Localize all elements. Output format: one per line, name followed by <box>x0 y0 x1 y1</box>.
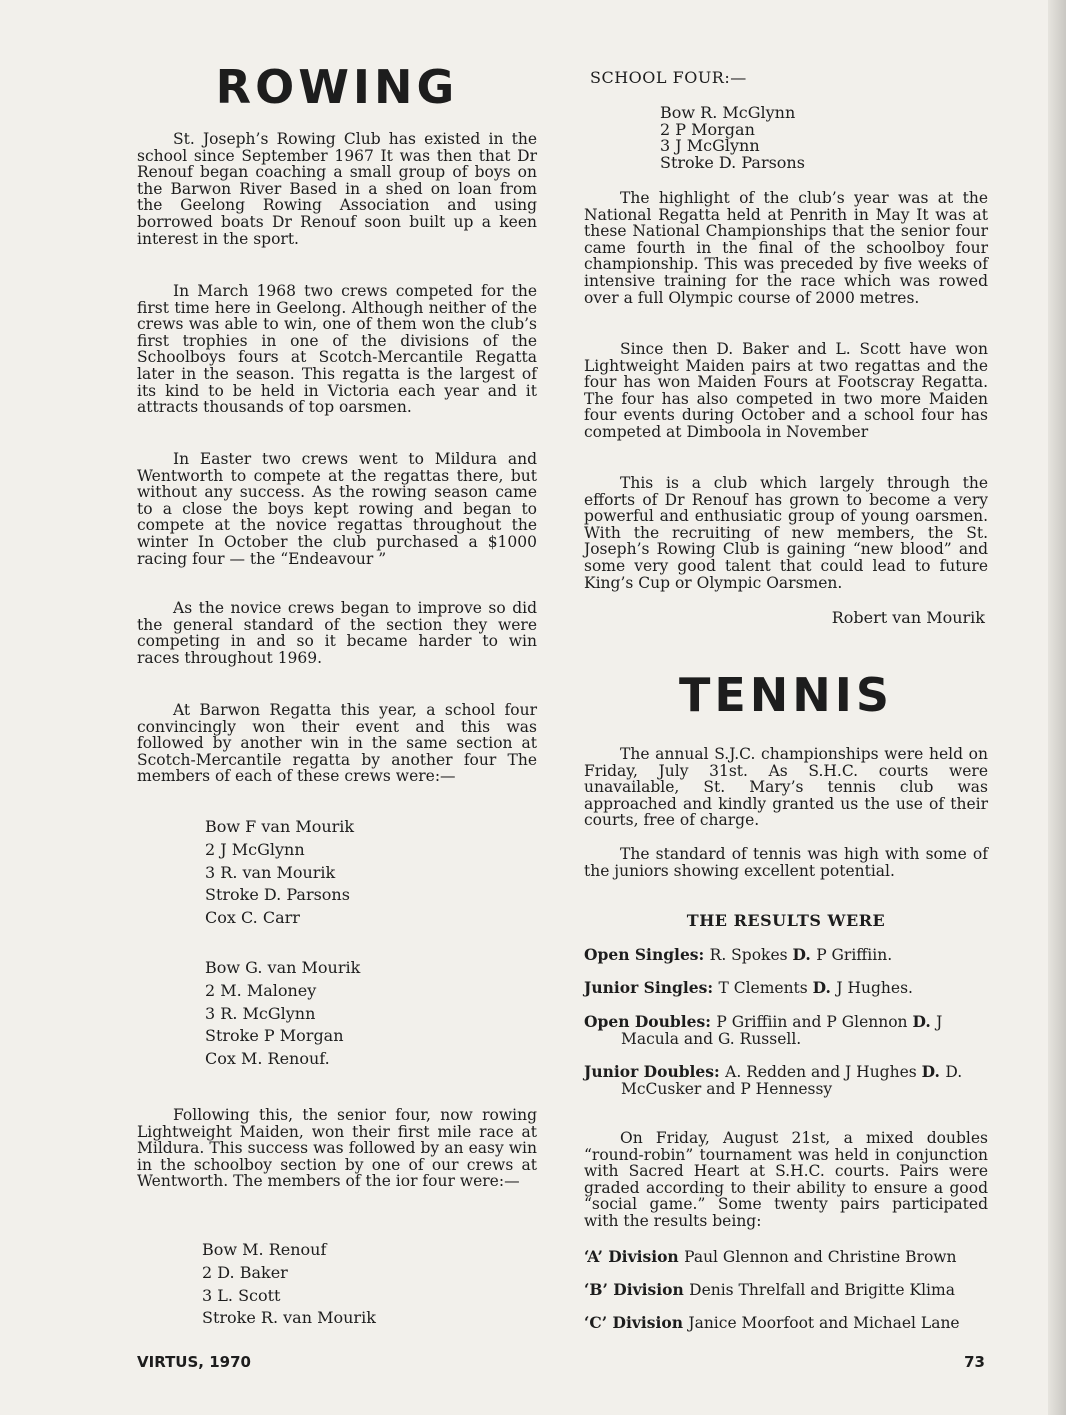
tennis-paragraph-1: The annual S.J.C. championships were held on Friday, July 31st. As S.H.C. courts were unavailable, St. Mary’s tennis club was approached and kindly granted us the use of their courts, free of charge. <box>584 745 988 830</box>
result-event: Junior Doubles: <box>584 1062 726 1081</box>
division-winners: Janice Moorfoot and Michael Lane <box>688 1314 960 1332</box>
round-robin-paragraph: On Friday, August 21st, a mixed doubles “round-robin” tournament was held in conjunction with Sacred Heart at S.H.C. courts. Pairs were graded according to their ability to ensure a good “social game.” Some twenty pairs participated with the results being: <box>584 1129 988 1230</box>
crew-member: 2 D. Baker <box>202 1262 288 1282</box>
crew-member: Cox M. Renouf. <box>205 1049 330 1069</box>
result-row <box>584 1063 988 1098</box>
division-winners: Denis Threlfall and Brigitte Klima <box>689 1281 955 1299</box>
footer-publication: VIRTUS, 1970 <box>137 1353 251 1371</box>
division-label: ‘B’ Division <box>584 1280 690 1299</box>
crew-member: 2 M. Maloney <box>205 980 317 1000</box>
crew-list-3 <box>202 1239 376 1330</box>
division-label: ‘C’ Division <box>584 1313 689 1332</box>
crew-member: 3 J McGlynn <box>660 136 760 156</box>
result-row <box>584 979 988 997</box>
result-runner-up: J Macula and G. Russell. <box>621 1013 943 1048</box>
page-number: 73 <box>964 1353 985 1371</box>
division-winners: Paul Glennon and Christine Brown <box>684 1248 957 1266</box>
rowing-right-paragraph-1: The highlight of the club’s year was at the National Regatta held at Penrith in May It was at these National Championships that the senior four came fourth in the final of the schoolboy four championship. This was preceded by five weeks of intensive training for the race which was rowed over a full Olympic course of 2000 metres. <box>584 189 988 307</box>
crew-member: Bow R. McGlynn <box>660 103 796 122</box>
crew-member: Cox C. Carr <box>205 908 300 928</box>
crew-member: Stroke R. van Mourik <box>202 1308 376 1328</box>
result-runner-up: J Hughes. <box>836 979 913 997</box>
result-row <box>584 1013 988 1048</box>
results-heading: THE RESULTS WERE <box>686 911 886 930</box>
division-result <box>584 1313 988 1332</box>
result-runner-up: P Griffiin. <box>816 946 893 964</box>
result-defeated: D. <box>812 978 837 997</box>
rowing-right-paragraph-3: This is a club which largely through the efforts of Dr Renouf has grown to become a very powerful and enthusiatic group of young oarsmen. With the recruiting of new members, the St. Joseph’s Rowing Club is gaining “new blood” and some very good talent that could lead to future King’s Cup or Olympic Oarsmen. <box>584 474 988 592</box>
result-winner: P Griffiin and P Glennon <box>716 1013 913 1031</box>
school-four-list <box>660 105 805 171</box>
rowing-title: ROWING <box>215 60 459 114</box>
tennis-title: TENNIS <box>678 668 894 722</box>
crew-member: Stroke D. Parsons <box>205 885 350 905</box>
crew-member: 3 R. van Mourik <box>205 862 336 882</box>
crew-list-1 <box>205 816 354 930</box>
crew-member: Stroke D. Parsons <box>660 152 805 172</box>
result-runner-up: D. McCusker and P Hennessy <box>621 1063 963 1098</box>
result-row <box>584 946 988 964</box>
rowing-paragraph-1: St. Joseph’s Rowing Club has existed in the school since September 1967 It was then that Dr Renouf began coaching a small group of boys on the Barwon River Based in a shed on loan from the Geelong Rowing Association and using borrowed boats Dr Renouf soon built up a keen interest in the sport. <box>137 130 537 248</box>
division-result <box>584 1280 988 1299</box>
result-defeated: D. <box>792 945 817 964</box>
rowing-paragraph-3: In Easter two crews went to Mildura and Wentworth to compete at the regattas there, but without any success. As the rowing season came to a close the boys kept rowing and began to compete at the novice regattas throughout the winter In October the club purchased a $1000 racing four — the “Endeavour ” <box>137 450 537 568</box>
result-winner: T Clements <box>718 979 813 997</box>
result-defeated: D. <box>921 1062 946 1081</box>
author-signature: Robert van Mourik <box>831 608 985 627</box>
rowing-paragraph-2: In March 1968 two crews competed for the first time here in Geelong. Although neither of the crews was able to win, one of them won the club’s first trophies in one of the divisions of the Schoolboys fours at Scotch-Mercantile Regatta later in the season. This regatta is the largest of its kind to be held in Victoria each year and it attracts thousands of top oarsmen. <box>137 282 537 417</box>
crew-member: 2 J McGlynn <box>205 839 305 859</box>
rowing-right-paragraph-2: Since then D. Baker and L. Scott have won Lightweight Maiden pairs at two regattas and the four has won Maiden Fours at Footscray Regatta. The four has also competed in two more Maiden four events during October and a school four has competed at Dimboola in November <box>584 340 988 441</box>
division-result <box>584 1247 988 1266</box>
result-defeated: D. <box>912 1012 937 1031</box>
page-edge-shadow <box>1048 0 1066 1415</box>
crew-member: 2 P Morgan <box>660 119 755 139</box>
crew-list-2 <box>205 957 360 1071</box>
crew-member: Bow M. Renouf <box>202 1240 327 1259</box>
crew-member: 3 R. McGlynn <box>205 1003 316 1023</box>
result-event: Open Singles: <box>584 945 710 964</box>
rowing-paragraph-6: Following this, the senior four, now rowing Lightweight Maiden, won their first mile race at Mildura. This success was followed by an easy win in the schoolboy section by one of our crews at Wentworth. The members of the ior four were:— <box>137 1106 537 1191</box>
crew-member: Stroke P Morgan <box>205 1026 344 1046</box>
result-event: Open Doubles: <box>584 1012 717 1031</box>
crew-member: 3 L. Scott <box>202 1285 281 1305</box>
result-winner: R. Spokes <box>709 946 793 964</box>
rowing-paragraph-5: At Barwon Regatta this year, a school four convincingly won their event and this was followed by another win in the same section at Scotch-Mercantile regatta by another four The members of each of these crews were:— <box>137 701 537 786</box>
rowing-paragraph-4: As the novice crews began to improve so did the general standard of the section they were competing in and so it became harder to win races throughout 1969. <box>137 599 537 667</box>
division-label: ‘A’ Division <box>584 1247 685 1266</box>
crew-member: Bow G. van Mourik <box>205 958 361 977</box>
tennis-paragraph-2: The standard of tennis was high with some of the juniors showing excellent potential. <box>584 845 988 880</box>
result-event: Junior Singles: <box>584 978 719 997</box>
crew-member: Bow F van Mourik <box>205 817 355 836</box>
school-four-heading: SCHOOL FOUR:— <box>590 68 747 87</box>
result-winner: A. Redden and J Hughes <box>725 1063 922 1081</box>
